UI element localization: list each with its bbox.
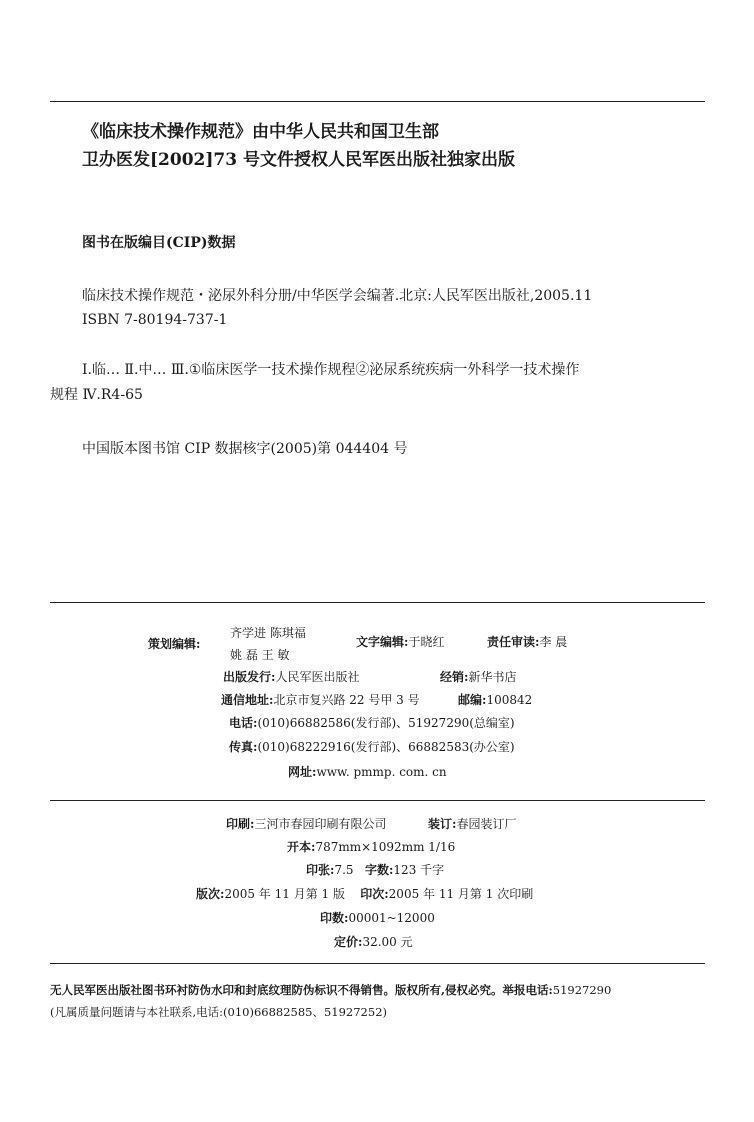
distributor: 经销:新华书店 (440, 670, 517, 684)
price: 定价:32.00 元 (334, 935, 413, 949)
quality-contact-notice: (凡属质量问题请与本社联系,电话:(010)66882585、51927252) (50, 1005, 387, 1019)
authorization-line-2: 卫办医发[2002]73 号文件授权人民军医出版社独家出版 (82, 150, 515, 170)
cip-verify: 中国版本图书馆 CIP 数据核字(2005)第 044404 号 (82, 441, 408, 457)
proofreader: 责任审读:李 晨 (487, 635, 568, 649)
printing-top-rule (50, 800, 705, 801)
print-copies: 印数:00001~12000 (320, 911, 435, 925)
cip-entry: 临床技术操作规范・泌尿外科分册/中华医学会编著.北京:人民军医出版社,2005.11 (82, 288, 593, 304)
printer: 印刷:三河市春园印刷有限公司 (226, 817, 387, 831)
publisher-phone: 电话:(010)66882586(发行部)、51927290(总编室) (229, 716, 515, 730)
print-sheets-and-words: 印张:7.5 字数:123 千字 (306, 863, 445, 877)
book-format: 开本:787mm×1092mm 1/16 (287, 840, 456, 854)
cip-isbn: ISBN 7-80194-737-1 (82, 312, 228, 328)
planning-editor-names-2: 姚 磊 王 敏 (230, 648, 290, 662)
publisher-fax: 传真:(010)68222916(发行部)、66882583(办公室) (229, 740, 515, 754)
edition-and-impression: 版次:2005 年 11 月第 1 版 印次:2005 年 11 月第 1 次印刷 (196, 887, 534, 901)
publisher: 出版发行:人民军医出版社 (223, 670, 360, 684)
postcode: 邮编:100842 (458, 693, 533, 707)
anti-piracy-notice: 无人民军医出版社图书环衬防伪水印和封底纹理防伪标识不得销售。版权所有,侵权必究。举报电话:51927290 (50, 983, 612, 997)
text-editor: 文字编辑:于晓红 (356, 635, 445, 649)
publisher-website: 网址:www. pmmp. com. cn (288, 765, 447, 779)
cip-subjects-line-1: Ⅰ.临… Ⅱ.中… Ⅲ.①临床医学一技术操作规程②泌尿系统疾病一外科学一技术操作 (82, 362, 580, 378)
publisher-address: 通信地址:北京市复兴路 22 号甲 3 号 (221, 693, 420, 707)
planning-editor-names-1: 齐学进 陈琪福 (230, 626, 306, 640)
planning-editor-label: 策划编辑: (148, 637, 201, 651)
cip-heading: 图书在版编目(CIP)数据 (82, 235, 236, 251)
binding: 装订:春园装订厂 (428, 817, 517, 831)
notice-top-rule (50, 963, 705, 964)
editors-top-rule (50, 602, 705, 603)
authorization-line-1: 《临床技术操作规范》由中华人民共和国卫生部 (82, 122, 439, 142)
cip-subjects-line-2: 规程 Ⅳ.R4-65 (50, 387, 143, 403)
top-rule (50, 101, 705, 102)
